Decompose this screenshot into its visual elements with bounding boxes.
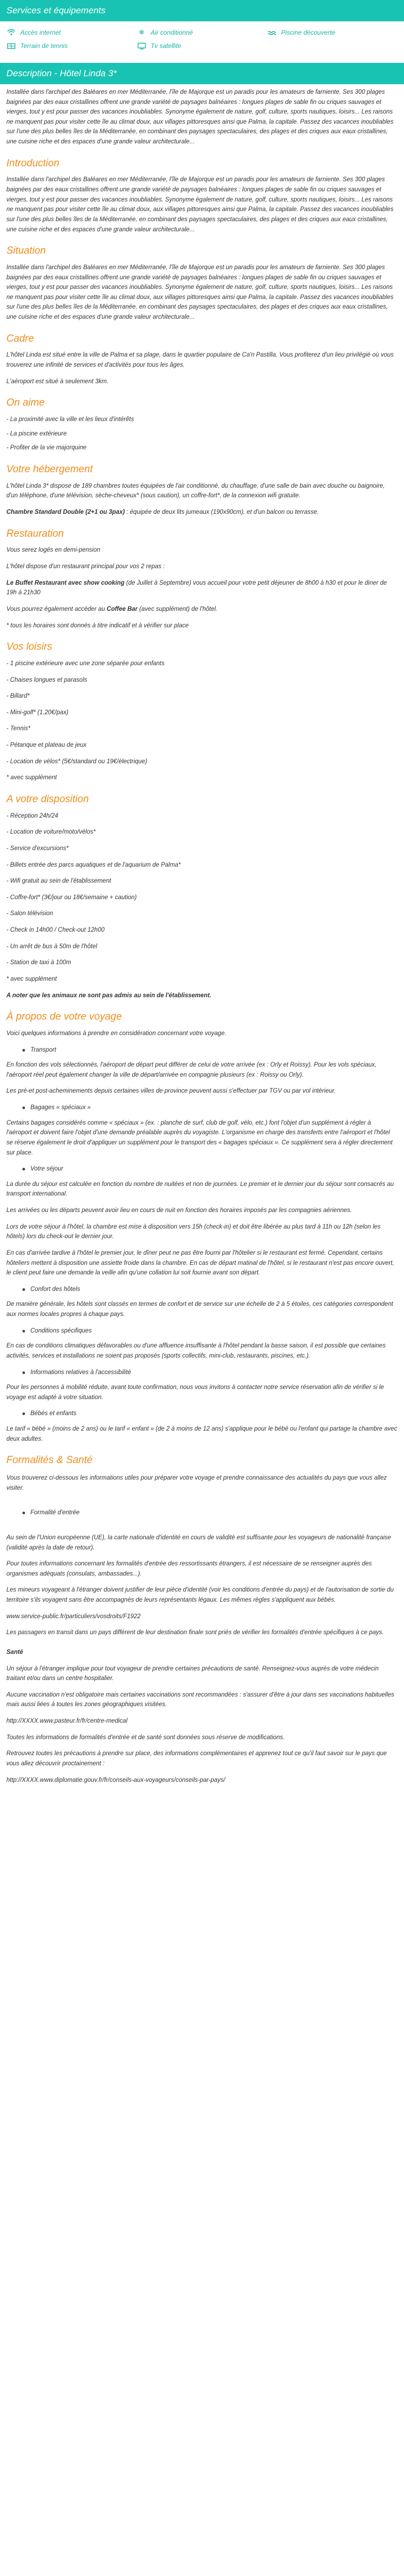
bebes-bullet: [6, 1409, 398, 1419]
buffet-desc: (de Juillet à Septembre) vous accueil pour votre petit déjeuner de 8h00 à h30 et pour le diner de 19h à 21h30: [6, 579, 387, 596]
formalite-link[interactable]: www.service-public.fr/particuliers/vosdroits/F1922: [6, 1613, 141, 1620]
hebergement-room: [6, 507, 398, 518]
bullet-label: Formalité d'entrée: [30, 1509, 80, 1516]
bullet-label: Informations relatives à l'accessibilité: [30, 1369, 131, 1376]
coffee-name: Coffee Bar: [107, 605, 138, 612]
cadre-text: L'aéroport est situé à seulement 3km.: [6, 378, 109, 385]
tv-icon: [137, 43, 147, 50]
sante-text: Aucune vaccination n'est obligatoire mais certaines vaccinations sont recommandées : s'assurer d'être à jour dans ses vaccinations habituelles mais aussi liées à toutes les zones géographiques visitées.: [6, 1691, 394, 1708]
introduction-text: Installée dans l'archipel des Baléares en mer Méditerranée, l'île de Majorque est un paradis pour les amateurs de farniente. Ses 300 plages baignées par des eaux cristallines offrent une grande variété de paysages balnéaires : longues plages de sable fin ou criques sauvages et vierges, tout y est pour passer des vacances inoubliables. Synonyme également de nature, golf, culture, sports nautiques, loisirs... Les raisons ne manquent pas pour visiter cette île au climat doux, aux villages pittoresques ainsi que Palma, la capitale. Passez des vacances inoubliables sur l'une des plus belles îles de la Méditerranée, en combinant des paysages spectaculaires, des plages et des criques aux eaux cristallines, une cuisine riche et des espaces d'une grande valeur architecturale...: [6, 176, 394, 233]
confort-bullet: [6, 1285, 398, 1295]
buffet-name: Le Buffet Restaurant avec show cooking: [6, 579, 125, 586]
aime-item: - Profiter de la vie majorquine: [6, 445, 87, 451]
bullet-dot: [22, 1512, 25, 1514]
loisir-item: - 1 piscine extérieure avec une zone séparée pour enfants: [6, 660, 165, 667]
resto-text: L'hôtel dispose d'un restaurant principal pour vos 2 repas :: [6, 563, 165, 570]
description-header: Description - Hôtel Linda 3*: [0, 63, 404, 84]
coffee-pre: Vous pourrez également accéder au: [6, 605, 107, 612]
wifi-icon: [6, 29, 16, 36]
mobilite-bullet: [6, 1368, 398, 1378]
sejour-bullet: [6, 1164, 398, 1174]
loisir-item: - Chaises longues et parasols: [6, 676, 87, 683]
transport-text: Les pré-et post-acheminements depuis certaines villes de province peuvent aussi s'effectuer par TGV ou par vol intérieur.: [6, 1088, 336, 1095]
conditions-bullet: [6, 1326, 398, 1336]
room-desc: : équipée de deux lits jumeaux (190x90cm), et d'un balcon ou terrasse.: [125, 509, 319, 516]
disposition-item: - Un arrêt de bus à 50m de l'hôtel: [6, 943, 98, 950]
disposition-item: - Location de voiture/moto/vélos*: [6, 829, 96, 836]
service-aircon: [137, 28, 268, 38]
situation-text: Installée dans l'archipel des Baléares en mer Méditerranée, l'île de Majorque est un paradis pour les amateurs de farniente. Ses 300 plages baignées par des eaux cristallines offrent une grande variété de paysages balnéaires : longues plages de sable fin ou criques sauvages et vierges, tout y est pour passer des vacances inoubliables. Synonyme également de nature, golf, culture, sports nautiques, loisirs... Les raisons ne manquent pas pour visiter cette île au climat doux, aux villages pittoresques ainsi que Palma, la capitale. Passez des vacances inoubliables sur l'une des plus belles îles de la Méditerranée, en combinant des paysages spectaculaires, des plages et des criques aux eaux cristallines, une cuisine riche et des espaces d'une grande valeur architecturale...: [6, 264, 394, 321]
disposition-item: - Wifi gratuit au sein de l'établissement: [6, 878, 111, 885]
aime-item: - La piscine extérieure: [6, 430, 67, 437]
disposition-note: * avec supplément: [6, 975, 57, 982]
resto-text: Vous serez logés en demi-pension: [6, 547, 101, 554]
room-name: Chambre Standard Double (2+1 ou 3pax): [6, 509, 125, 516]
bullet-label: Conditions spécifiques: [30, 1327, 92, 1334]
loisir-item: - Billard*: [6, 693, 30, 700]
bullet-dot: [22, 1412, 25, 1415]
loisir-item: - Location de vélos* (5€/standard ou 19€/électrique): [6, 758, 148, 765]
formalite-text: Les mineurs voyageant à l'étranger doivent justifier de leur pièce d'identité (voir les conditions d'entrée du pays) et de l'autorisation de sortie du territoire s'ils voyagent sans être accompagnés de leurs représentants légaux. Les mêmes règles s'appliquent aux bébés.: [6, 1587, 394, 1604]
loisir-item: - Tennis*: [6, 725, 30, 732]
bagages-bullet: [6, 1103, 398, 1113]
cadre-heading: Cadre: [6, 333, 34, 344]
cadre-text: L'hôtel Linda est situé entre la ville de Palma et sa plage, dans le quartier populaire de Ca'n Pastilla. Vous profiterez d'un lieu privilégié où vous trouverez une infinité de services et d'activités pour tous les âges.: [6, 352, 394, 369]
tennis-icon: [6, 43, 16, 50]
services-grid: [0, 21, 404, 58]
sante-link[interactable]: http://XXXX.www.diplomatie.gouv.fr/fr/conseils-aux-voyageurs/conseils-par-pays/: [6, 1776, 225, 1783]
animals-note: A noter que les animaux ne sont pas admis au sein de l'établissement.: [6, 992, 212, 999]
service-tv: [137, 41, 268, 51]
transport-bullet: [6, 1045, 398, 1055]
disposition-item: - Coffre-fort* (3€/jour ou 18€/semaine + caution): [6, 894, 137, 901]
disposition-item: - Billets entrée des parcs aquatiques et de l'aquarium de Palma*: [6, 861, 181, 868]
conditions-text: En cas de conditions climatiques défavorables ou d'une affluence insuffisante à l'hôtel pendant la basse saison, il est possible que certaines activités, services et installations ne soient pas proposés (sports collectifs, mini-club, restaurants, piscines, etc.).: [6, 1343, 386, 1359]
bullet-dot: [22, 1330, 25, 1333]
introduction-heading: Introduction: [6, 157, 60, 169]
service-label: Piscine découverte: [281, 28, 335, 36]
sante-text: Un séjour à l'étranger implique pour tout voyageur de prendre certaines précautions de santé. Renseignez-vous auprès de votre médecin traitant et/ou dans un centre hospitalier.: [6, 1665, 379, 1682]
sejour-text: Les arrivées ou les départs peuvent avoir lieu en cours de nuit en fonction des horaires imposés par les compagnies aériennes.: [6, 1207, 352, 1214]
aime-heading: On aime: [6, 397, 45, 409]
formalites-intro: Vous trouverez ci-dessous les informations utiles pour préparer votre voyage et prendre connaissance des actualités du pays que vous allez visiter.: [6, 1475, 387, 1491]
disposition-item: - Station de taxi à 100m: [6, 959, 71, 966]
aime-item: - La proximité avec la ville et les lieux d'intérêts: [6, 416, 134, 423]
formalite-text: Pour toutes informations concernant les formalités d'entrée des ressortissants étrangers, il est nécessaire de se renseigner auprès des organismes adéquats (consulats, ambassades...).: [6, 1561, 372, 1577]
bullet-label: Transport: [30, 1046, 56, 1053]
bullet-label: Confort des hôtels: [30, 1286, 80, 1293]
sante-heading: Santé: [6, 1649, 23, 1656]
sejour-text: Lors de votre séjour à l'hôtel, la chambre est mise à disposition vers 15h (check-in) et doit être libérée au plus tard à 11h ou 12h (selon les hôtels) lors du check-out le dernier jour.: [6, 1223, 381, 1240]
bullet-dot: [22, 1288, 25, 1291]
mobilite-text: Pour les personnes à mobilité réduite, avant toute confirmation, nous vous invitons à contacter notre service réservation afin de vérifier si le voyage est adapté à votre situation.: [6, 1384, 384, 1401]
service-tennis: [6, 41, 137, 51]
apropos-heading: À propos de votre voyage: [6, 1011, 122, 1023]
coffee-rest: (avec supplément) de l'hôtel.: [138, 605, 217, 612]
service-label: Terrain de tennis: [20, 42, 68, 50]
bullet-dot: [22, 1371, 25, 1374]
disposition-item: - Service d'excursions*: [6, 845, 69, 852]
transport-text: En fonction des vols sélectionnés, l'aéroport de départ peut différer de celui de votre arrivée (ex : Orly et Roissy). Pour les vols spéciaux, l'aéroport réel peut également changer la ville de départ/arrivée en compagnie plusieurs (ex : Roissy ou Orly).: [6, 1062, 377, 1078]
hebergement-heading: Votre hébergement: [6, 464, 93, 475]
bullet-dot: [22, 1168, 25, 1170]
formalite-text: Au sein de l'Union européenne (UE), la carte nationale d'identité en cours de validité est suffisante pour les voyageurs de nationalité française (validité après la date de retour).: [6, 1534, 391, 1551]
service-label: Air conditionné: [150, 28, 193, 36]
loisir-item: - Mini-golf* (1.20€/pax): [6, 709, 69, 716]
situation-heading: Situation: [6, 245, 46, 257]
hebergement-text: L'hôtel Linda 3* dispose de 189 chambres toutes équipées de l'air conditionné, du chauffage, d'une salle de bain avec douche ou baignoire, d'un téléphone, d'une télévision, sèche-cheveux* (sous caution), un coffre-fort*, de la connexion wifi gratuite.: [6, 482, 385, 499]
resto-buffet: [6, 578, 398, 598]
bullet-label: Bébés et enfants: [30, 1410, 77, 1417]
confort-text: De manière générale, les hôtels sont classés en termes de confort et de service sur une échelle de 2 à 5 étoiles, ces catégories correspondent aux normes locales propres à chaque pays.: [6, 1301, 393, 1318]
disposition-heading: A votre disposition: [6, 793, 89, 805]
resto-note: * tous les horaires sont donnés à titre indicatif et à vérifier sur place: [6, 622, 189, 629]
loisir-note: * avec supplément: [6, 774, 57, 781]
intro-text: Installée dans l'archipel des Baléares en mer Méditerranée, l'île de Majorque est un paradis pour les amateurs de farniente. Ses 300 plages baignées par des eaux cristallines offrent une grande variété de paysages balnéaires : longues plages de sable fin ou criques sauvages et vierges, tout y est pour passer des vacances inoubliables. Synonyme également de nature, golf, culture, sports nautiques, loisirs... Les raisons ne manquent pas pour visiter cette île au climat doux, aux villages pittoresques ainsi que Palma, la capitale. Passez des vacances inoubliables sur l'une des plus belles îles de la Méditerranée, en combinant des paysages spectaculaires, des plages et des criques aux eaux cristallines, une cuisine riche et des espaces d'une grande valeur architecturale...: [6, 88, 394, 146]
disposition-item: - Salon télévision: [6, 910, 53, 917]
bullet-dot: [22, 1107, 25, 1109]
disposition-item: - Réception 24h/24: [6, 812, 59, 819]
service-label: Tv satellite: [150, 42, 182, 50]
service-pool: [267, 28, 398, 38]
bullet-dot: [22, 1049, 25, 1052]
formalite-text: Les passagers en transit dans un pays différent de leur destination finale sont priés de vérifier les formalités d'entrée spécifiques à ce pays.: [6, 1629, 384, 1636]
sejour-text: En cas d'arrivée tardive à l'hôtel le premier jour, le dîner peut ne pas être fourni par l'hôtelier si le restaurant est fermé. Cependant, certains hôteliers mettent à disposition une assiette froide dans la chambre. En cas de départ matinal de l'hôtel, si le restaurant n'est pas encore ouvert, le client peut faire une demande la veille afin qu'une collation lui soit fournie avant son départ.: [6, 1249, 394, 1277]
bullet-label: Bagages « spéciaux »: [30, 1104, 91, 1111]
formalites-heading: Formalités & Santé: [6, 1455, 93, 1466]
service-internet: [6, 28, 137, 38]
disposition-item: - Check in 14h00 / Check-out 12h00: [6, 927, 105, 934]
snowflake-icon: ❄: [139, 28, 145, 37]
resto-coffee: [6, 604, 398, 615]
apropos-intro: Voici quelques informations à prendre en considération concernant votre voyage.: [6, 1030, 227, 1037]
bullet-label: Votre séjour: [30, 1166, 63, 1173]
formalite-bullet: [6, 1508, 398, 1518]
bebes-text: Le tarif « bébé » (moins de 2 ans) ou le tarif « enfant » (de 2 à moins de 12 ans) s'applique pour le bébé ou l'enfant qui partage la chambre avec deux adultes.: [6, 1426, 398, 1442]
pool-icon: [267, 29, 277, 36]
loisir-item: - Pétanque et plateau de jeux: [6, 742, 87, 749]
loisirs-heading: Vos loisirs: [6, 641, 52, 653]
sante-link[interactable]: http://XXXX.www.pasteur.fr/fr/centre-medical: [6, 1718, 128, 1725]
sejour-text: La durée du séjour est calculée en fonction du nombre de nuitées et non de journées. Le premier et le dernier jour du séjour sont consacrés au transport international.: [6, 1181, 394, 1198]
description-content: [0, 84, 404, 1807]
service-label: Accès internet: [20, 28, 61, 36]
sante-text: Retrouvez toutes les précautions à prendre sur place, des informations complémentaires et apprenez tout ce qu'il faut savoir sur le pays que vous allez découvrir proctainement :: [6, 1750, 387, 1767]
services-header: Services et équipements: [0, 0, 404, 21]
sante-text: Toutes les informations de formalités d'entrée et de santé sont données sous réserve de modifications.: [6, 1734, 285, 1741]
bagages-text: Certains bagages considérés comme « spéciaux » (ex. : planche de surf, club de golf, vélo, etc.) font l'objet d'un supplément à régler à l'aéroport et doivent faire l'objet d'une demande préalable auprès du voyagiste. L'organisme en charge des transferts entre l'aéroport et l'hôtel se réserve également le droit d'appliquer un supplément pour le transport des « bagages spéciaux ». Ce supplément sera à régler directement sur place.: [6, 1119, 393, 1156]
restauration-heading: Restauration: [6, 528, 64, 539]
